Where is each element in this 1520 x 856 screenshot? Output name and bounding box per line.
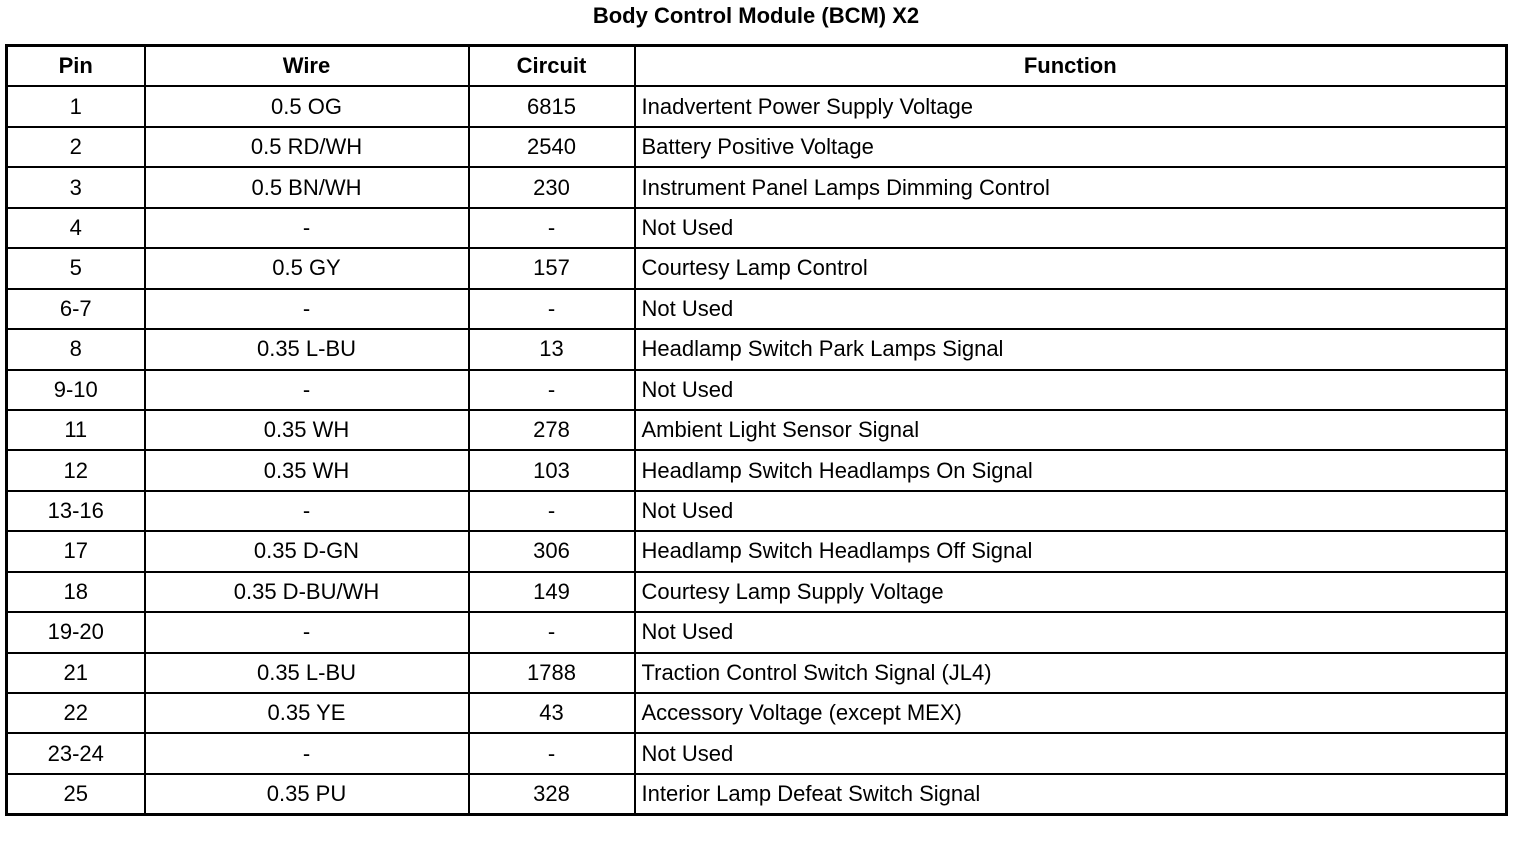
function-cell: Accessory Voltage (except MEX) <box>635 693 1507 733</box>
wire-cell: 0.35 YE <box>145 693 469 733</box>
connector-pinout-table <box>5 44 1508 816</box>
wire-cell: 0.35 D-GN <box>145 531 469 571</box>
table-row <box>7 653 1507 693</box>
pin-cell: 21 <box>7 653 145 693</box>
function-cell: Headlamp Switch Headlamps On Signal <box>635 450 1507 490</box>
function-cell: Ambient Light Sensor Signal <box>635 410 1507 450</box>
wire-cell: 0.5 OG <box>145 86 469 126</box>
circuit-cell: 328 <box>469 774 635 815</box>
table-body <box>7 86 1507 814</box>
table-row <box>7 127 1507 167</box>
function-cell: Not Used <box>635 370 1507 410</box>
function-cell: Not Used <box>635 208 1507 248</box>
pin-cell: 22 <box>7 693 145 733</box>
circuit-cell: - <box>469 289 635 329</box>
wire-cell: - <box>145 208 469 248</box>
table-row <box>7 733 1507 773</box>
wire-cell: - <box>145 612 469 652</box>
page-title: Body Control Module (BCM) X2 <box>592 3 920 28</box>
function-cell: Not Used <box>635 289 1507 329</box>
pin-cell: 11 <box>7 410 145 450</box>
pin-cell: 25 <box>7 774 145 815</box>
circuit-cell: 157 <box>469 248 635 288</box>
function-cell: Courtesy Lamp Control <box>635 248 1507 288</box>
function-cell: Courtesy Lamp Supply Voltage <box>635 572 1507 612</box>
circuit-cell: - <box>469 208 635 248</box>
circuit-cell: 6815 <box>469 86 635 126</box>
function-cell: Instrument Panel Lamps Dimming Control <box>635 167 1507 207</box>
wire-cell: - <box>145 733 469 773</box>
pin-cell: 13-16 <box>7 491 145 531</box>
circuit-cell: 278 <box>469 410 635 450</box>
wire-cell: 0.35 WH <box>145 410 469 450</box>
wire-cell: - <box>145 370 469 410</box>
pin-cell: 8 <box>7 329 145 369</box>
pin-cell: 6-7 <box>7 289 145 329</box>
column-header-pin: Pin <box>7 46 145 87</box>
circuit-cell: 306 <box>469 531 635 571</box>
wire-cell: 0.5 GY <box>145 248 469 288</box>
table-row <box>7 612 1507 652</box>
wire-cell: 0.5 RD/WH <box>145 127 469 167</box>
pin-cell: 23-24 <box>7 733 145 773</box>
table-row <box>7 572 1507 612</box>
wire-cell: - <box>145 491 469 531</box>
table-row <box>7 450 1507 490</box>
pin-cell: 4 <box>7 208 145 248</box>
table-row <box>7 208 1507 248</box>
function-cell: Inadvertent Power Supply Voltage <box>635 86 1507 126</box>
circuit-cell: - <box>469 733 635 773</box>
table-row <box>7 531 1507 571</box>
wire-cell: 0.35 L-BU <box>145 329 469 369</box>
column-header-circuit: Circuit <box>469 46 635 87</box>
function-cell: Not Used <box>635 612 1507 652</box>
pin-cell: 2 <box>7 127 145 167</box>
table-row <box>7 289 1507 329</box>
function-cell: Battery Positive Voltage <box>635 127 1507 167</box>
circuit-cell: 103 <box>469 450 635 490</box>
circuit-cell: - <box>469 370 635 410</box>
table-row <box>7 370 1507 410</box>
function-cell: Traction Control Switch Signal (JL4) <box>635 653 1507 693</box>
circuit-cell: 43 <box>469 693 635 733</box>
function-cell: Headlamp Switch Headlamps Off Signal <box>635 531 1507 571</box>
table-row <box>7 329 1507 369</box>
pin-cell: 18 <box>7 572 145 612</box>
function-cell: Not Used <box>635 491 1507 531</box>
column-header-function: Function <box>635 46 1507 87</box>
pin-cell: 9-10 <box>7 370 145 410</box>
circuit-cell: 2540 <box>469 127 635 167</box>
circuit-cell: 13 <box>469 329 635 369</box>
function-cell: Headlamp Switch Park Lamps Signal <box>635 329 1507 369</box>
table-row <box>7 410 1507 450</box>
pin-cell: 3 <box>7 167 145 207</box>
function-cell: Interior Lamp Defeat Switch Signal <box>635 774 1507 815</box>
circuit-cell: - <box>469 612 635 652</box>
wire-cell: 0.35 PU <box>145 774 469 815</box>
wire-cell: 0.5 BN/WH <box>145 167 469 207</box>
wire-cell: 0.35 D-BU/WH <box>145 572 469 612</box>
pin-cell: 12 <box>7 450 145 490</box>
pin-cell: 5 <box>7 248 145 288</box>
function-cell: Not Used <box>635 733 1507 773</box>
wire-cell: 0.35 L-BU <box>145 653 469 693</box>
wire-cell: - <box>145 289 469 329</box>
pin-cell: 17 <box>7 531 145 571</box>
column-header-wire: Wire <box>145 46 469 87</box>
pin-cell: 19-20 <box>7 612 145 652</box>
wire-cell: 0.35 WH <box>145 450 469 490</box>
table-header-row <box>7 46 1507 87</box>
table-row <box>7 167 1507 207</box>
circuit-cell: 1788 <box>469 653 635 693</box>
table-row <box>7 86 1507 126</box>
circuit-cell: 149 <box>469 572 635 612</box>
table-row <box>7 248 1507 288</box>
table-row <box>7 491 1507 531</box>
circuit-cell: 230 <box>469 167 635 207</box>
table-row <box>7 774 1507 815</box>
table-row <box>7 693 1507 733</box>
pin-cell: 1 <box>7 86 145 126</box>
circuit-cell: - <box>469 491 635 531</box>
